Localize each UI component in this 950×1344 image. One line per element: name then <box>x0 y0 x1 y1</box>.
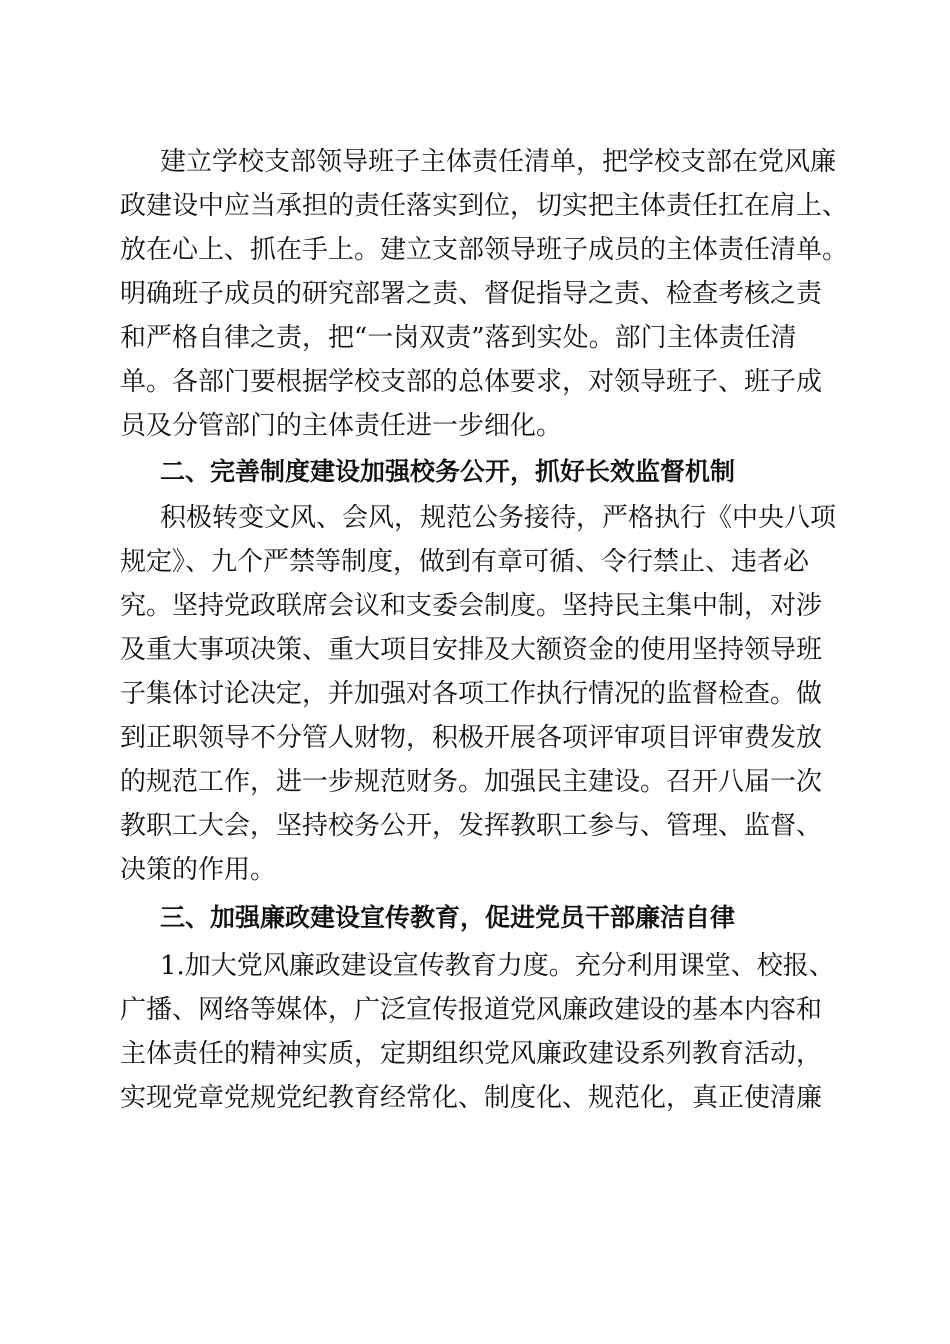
paragraph-1-line: 建立学校支部领导班子主体责任清单，把学校支部在党风廉 <box>160 147 837 177</box>
paragraph-3-line: 广播、网络等媒体，广泛宣传报道党风廉政建设的基本内容和 <box>120 995 823 1025</box>
section-heading-2: 二、完善制度建设加强校务公开，抓好长效监督机制 <box>160 457 736 486</box>
paragraph-2-line: 及重大事项决策、重大项目安排及大额资金的使用坚持领导班 <box>120 635 823 665</box>
paragraph-1-line: 员及分管部门的主体责任进一步细化。 <box>120 411 563 441</box>
paragraph-2-line: 规定》、九个严禁等制度，做到有章可循、令行禁止、违者必 <box>120 547 810 577</box>
paragraph-1-line: 明确班子成员的研究部署之责、督促指导之责、检查考核之责 <box>120 279 823 309</box>
paragraph-2-line: 的规范工作，进一步规范财务。加强民主建设。召开八届一次 <box>120 767 823 797</box>
paragraph-2-line: 积极转变文风、会风，规范公务接待，严格执行《中央八项 <box>160 503 837 533</box>
paragraph-1-line: 放在心上、抓在手上。建立支部领导班子成员的主体责任清单。 <box>120 235 849 265</box>
paragraph-1-line: 政建设中应当承担的责任落实到位，切实把主体责任扛在肩上、 <box>120 191 849 221</box>
paragraph-2-line: 到正职领导不分管人财物，积极开展各项评审项目评审费发放 <box>120 723 823 753</box>
paragraph-1-line: 单。各部门要根据学校支部的总体要求，对领导班子、班子成 <box>120 367 823 397</box>
paragraph-3-line: 1.加大党风廉政建设宣传教育力度。充分利用课堂、校报、 <box>160 951 835 981</box>
paragraph-3-line: 实现党章党规党纪教育经常化、制度化、规范化，真正使清廉 <box>120 1083 823 1113</box>
paragraph-2-line: 教职工大会，坚持校务公开，发挥教职工参与、管理、监督、 <box>120 811 823 841</box>
paragraph-3-line: 主体责任的精神实质，定期组织党风廉政建设系列教育活动， <box>120 1039 823 1069</box>
paragraph-2-line: 决策的作用。 <box>120 855 277 885</box>
section-heading-3: 三、加强廉政建设宣传教育，促进党员干部廉洁自律 <box>160 903 736 932</box>
paragraph-2-line: 究。坚持党政联席会议和支委会制度。坚持民主集中制，对涉 <box>120 591 823 621</box>
paragraph-2-line: 子集体讨论决定，并加强对各项工作执行情况的监督检查。做 <box>120 679 823 709</box>
paragraph-1-line: 和严格自律之责，把“一岗双责”落到实处。部门主体责任清 <box>120 323 797 353</box>
